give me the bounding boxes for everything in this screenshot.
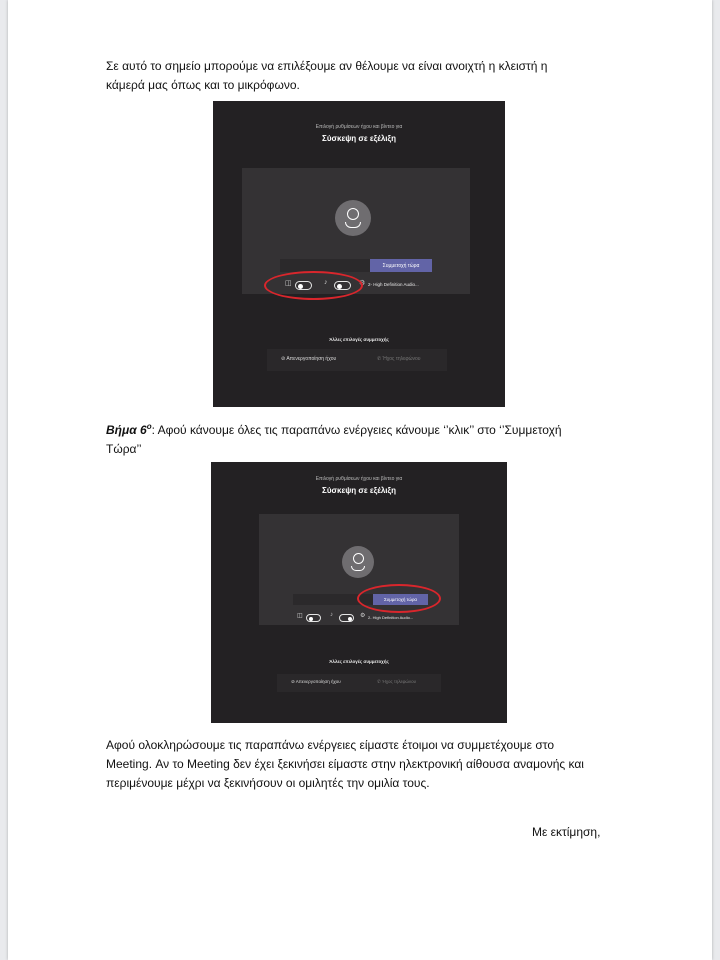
teams-screenshot-camera-mic: [213, 101, 505, 407]
step-label: Βήμα $6^o$: [106, 422, 152, 437]
device-controls: [291, 612, 491, 624]
microphone-icon: ♪: [324, 279, 328, 286]
camera-icon: ◫: [297, 613, 303, 619]
screenshot-subtitle: Επιλογή ρυθμίσεων ήχου και βίντεο για: [315, 124, 403, 130]
audio-off-label: Απενεργοποίηση ήχου: [286, 356, 337, 362]
avatar-body: [345, 222, 361, 228]
phone-audio-option[interactable]: ✆ Ήχος τηλεφώνου: [377, 679, 417, 684]
screenshot-subtitle: Επιλογή ρυθμίσεων ήχου και βίντεο για: [315, 476, 403, 482]
avatar: [342, 546, 374, 578]
phone-audio-option[interactable]: ✆ Ήχος τηλεφώνου: [377, 356, 421, 362]
avatar-head: [353, 553, 364, 564]
intro-paragraph: Σε αυτό το σημείο μπορούμε να επιλέξουμε αν θέλουμε να είναι ανοιχτή η κλειστή η κάμερά μας όπως και το μικρόφωνο.: [106, 59, 548, 92]
other-join-options-label: Άλλες επιλογές συμμετοχής: [329, 659, 389, 664]
join-now-button[interactable]: Συμμετοχή τώρα: [373, 594, 428, 605]
avatar: [335, 200, 371, 236]
phone-audio-label: Ήχος τηλεφώνου: [382, 679, 417, 684]
join-now-button[interactable]: Συμμετοχή τώρα: [370, 259, 432, 272]
step-text: : Αφού κάνουμε όλες τις παραπάνω ενέργειες κάνουμε ‘’κλικ’’ στο ‘’Συμμετοχή Τώρα’’: [106, 423, 562, 456]
screenshot-title: Σύσκεψη σε εξέλιξη: [322, 486, 396, 495]
other-options-panel: [277, 674, 441, 692]
teams-screenshot-join: [211, 462, 507, 723]
avatar-head: [347, 208, 359, 220]
microphone-toggle-knob: [348, 617, 352, 621]
camera-toggle-knob: [309, 617, 313, 621]
step-paragraph: [106, 417, 586, 459]
audio-device-label: 2- High Definition Audio...: [368, 615, 414, 620]
microphone-toggle[interactable]: [339, 614, 354, 622]
highlight-ring-toggles: [264, 271, 366, 300]
gear-icon[interactable]: ⚙: [359, 280, 366, 287]
signature: Με εκτίμηση,: [532, 825, 601, 839]
screenshot-title: Σύσκεψη σε εξέλιξη: [322, 134, 396, 143]
audio-off-option[interactable]: ⊘ Απενεργοποίηση ήχου: [291, 679, 341, 684]
audio-off-option[interactable]: ⊘ Απενεργοποίηση ήχου: [281, 356, 337, 362]
phone-audio-label: Ήχος τηλεφώνου: [382, 356, 421, 362]
other-join-options-label: Άλλες επιλογές συμμετοχής: [329, 337, 389, 342]
camera-icon: ◫: [285, 280, 292, 287]
audio-off-label: Απενεργοποίηση ήχου: [295, 679, 341, 684]
microphone-icon: ♪: [330, 612, 333, 618]
meeting-name-bar: [280, 259, 370, 272]
gear-icon[interactable]: ⚙: [360, 613, 366, 619]
closing-paragraph: Αφού ολοκληρώσουμε τις παραπάνω ενέργειες είμαστε έτοιμοι να συμμετέχουμε στο Meeting. Αν το Meeting δεν έχει ξεκινήσει είμαστε στην ηλεκτρονική αίθουσα αναμονής και περιμένουμε μέχρι να ξεκινήσουν οι ομιλητές την ομιλία τους.: [106, 738, 584, 790]
camera-toggle[interactable]: [306, 614, 321, 622]
highlight-ring-join: [357, 584, 441, 613]
avatar-body: [351, 566, 365, 571]
audio-device-label: 2- High Definition Audio...: [368, 282, 419, 287]
other-options-panel: [267, 349, 447, 371]
